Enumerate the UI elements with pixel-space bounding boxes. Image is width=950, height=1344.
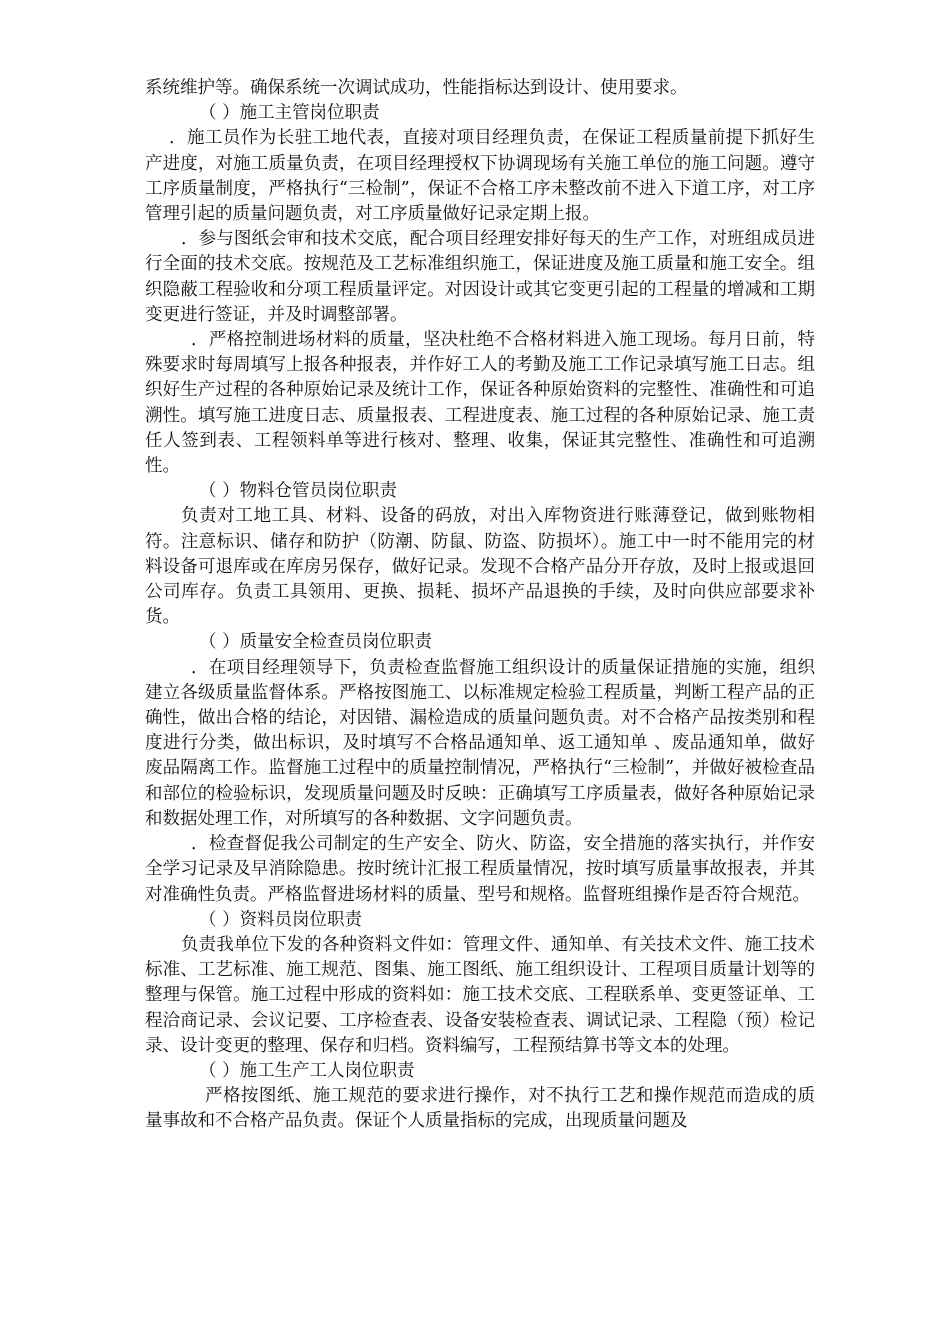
document-body — [145, 76, 815, 1135]
section-heading-quality-safety-inspector: （ ）质量安全检查员岗位职责 — [199, 632, 433, 653]
section-heading-warehouse-keeper: （ ）物料仓管员岗位职责 — [199, 481, 398, 502]
section-heading-construction-supervisor: （ ）施工主管岗位职责 — [199, 103, 380, 124]
paragraph-supervisor-3: ．严格控制进场材料的质量，坚决杜绝不合格材料进入施工现场。每月日前，特殊要求时每周填写上报各种报表，并作好工人的考勤及施工工作记录填写施工日志。组织好生产过程的各种原始记录及统计工作，保证各种原始资料的完整性、准确性和可追溯性。填写施工进度日志、质量报表、工程进度表、施工过程的各种原始记录、施工责任人签到表、工程领料单等进行核对、整理、收集，保证其完整性、准确性和可追溯性。 — [145, 330, 815, 477]
paragraph-warehouse: 负责对工地工具、材料、设备的码放，对出入库物资进行账薄登记，做到账物相符。注意标识、储存和防护（防潮、防鼠、防盗、防损坏）。施工中一时不能用完的材料设备可退库或在库房另保存，做好记录。发现不合格产品分开存放，及时上报或退回公司库存。负责工具领用、更换、损耗、损坏产品退换的手续，及时向供应部要求补货。 — [145, 506, 815, 628]
paragraph-supervisor-1: ．施工员作为长驻工地代表，直接对项目经理负责，在保证工程质量前提下抓好生产进度，对施工质量负责，在项目经理授权下协调现场有关施工单位的施工问题。遵守工序质量制度，严格执行“三检制”，保证不合格工序未整改前不进入下道工序，对工序管理引起的质量问题负责，对工序质量做好记录定期上报。 — [145, 128, 815, 225]
paragraph-inspector-1: ．在项目经理领导下，负责检查监督施工组织设计的质量保证措施的实施，组织建立各级质量监督体系。严格按图施工、以标准规定检验工程质量，判断工程产品的正确性，做出合格的结论，对因错、漏检造成的质量问题负责。对不合格产品按类别和程度进行分类，做出标识，及时填写不合格品通知单、返工通知单 、废品通知单，做好废品隔离工作。监督施工过程中的质量控制情况，严格执行“三检制”，并做好被检查品和部位的检验标识，发现质量问题及时反映：正确填写工序质量表，做好各种原始记录和数据处理工作，对所填写的各种数据、文字问题负责。 — [145, 657, 815, 829]
paragraph-supervisor-2: ．参与图纸会审和技术交底，配合项目经理安排好每天的生产工作，对班组成员进行全面的技术交底。按规范及工艺标准组织施工，保证进度及施工质量和施工安全。组织隐蔽工程验收和分项工程质量评定。对因设计或其它变更引起的工程量的增减和工期变更进行签证，并及时调整部署。 — [145, 229, 815, 325]
paragraph-documentation: 负责我单位下发的各种资料文件如：管理文件、通知单、有关技术文件、施工技术标准、工艺标准、施工规范、图集、施工图纸、施工组织设计、工程项目质量计划等的整理与保管。施工过程中形成的资料如：施工技术交底、工程联系单、变更签证单、工程洽商记录、会议记要、工序检查表、设备安装检查表、调试记录、工程隐（预）检记录、设计变更的整理、保存和归档。资料编写，工程预结算书等文本的处理。 — [145, 934, 815, 1056]
paragraph-intro: 系统维护等。确保系统一次调试成功，性能指标达到设计、使用要求。 — [145, 78, 688, 98]
paragraph-inspector-2: ．检查督促我公司制定的生产安全、防火、防盗，安全措施的落实执行，并作安全学习记录及早消除隐患。按时统计汇报工程质量情况，按时填写质量事故报表，并其对准确性负责。严格监督进场材料的质量、型号和规格。监督班组操作是否符合规范。 — [145, 834, 815, 905]
paragraph-worker: 严格按图纸、施工规范的要求进行操作，对不执行工艺和操作规范而造成的质量事故和不合格产品负责。保证个人质量指标的完成，出现质量问题及 — [145, 1086, 815, 1132]
section-heading-documentation-clerk: （ ）资料员岗位职责 — [199, 909, 363, 930]
section-heading-production-worker: （ ）施工生产工人岗位职责 — [199, 1060, 415, 1081]
